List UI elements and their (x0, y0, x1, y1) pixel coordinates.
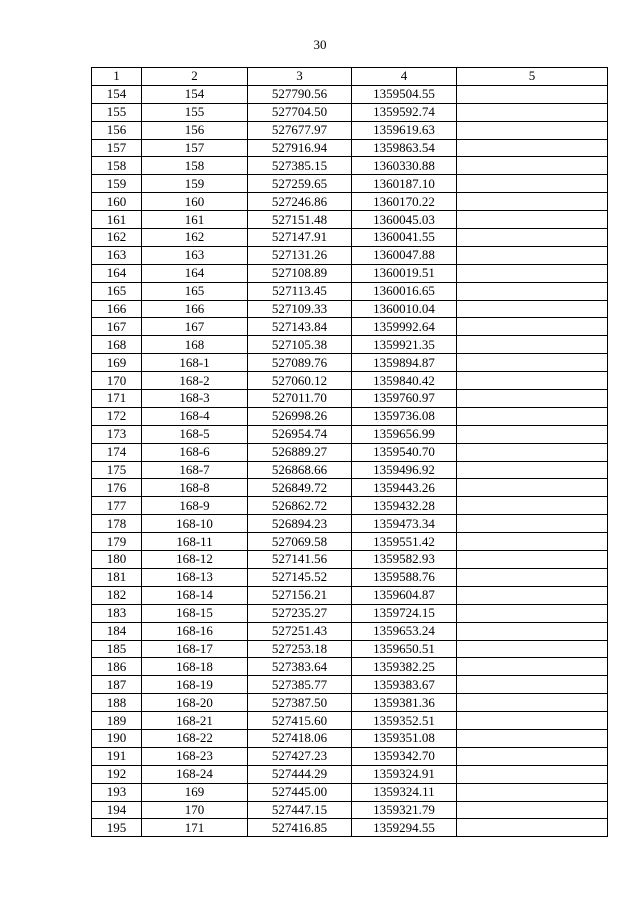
cell-point-number: 161 (92, 211, 142, 229)
cell-x-coordinate: 527011.70 (248, 390, 352, 408)
cell-point-number: 162 (92, 229, 142, 247)
cell-y-coordinate: 1360041.55 (352, 229, 457, 247)
table-row (92, 712, 608, 730)
table-row (92, 819, 608, 837)
cell-note (457, 747, 608, 765)
cell-note (457, 479, 608, 497)
cell-point-label: 168-16 (142, 622, 248, 640)
cell-note (457, 712, 608, 730)
cell-point-number: 165 (92, 282, 142, 300)
cell-x-coordinate: 527445.00 (248, 783, 352, 801)
cell-y-coordinate: 1359863.54 (352, 139, 457, 157)
cell-point-number: 182 (92, 586, 142, 604)
cell-x-coordinate: 527259.65 (248, 175, 352, 193)
cell-point-label: 168-22 (142, 729, 248, 747)
cell-x-coordinate: 527416.85 (248, 819, 352, 837)
table-row (92, 551, 608, 569)
cell-x-coordinate: 527151.48 (248, 211, 352, 229)
cell-point-number: 173 (92, 425, 142, 443)
cell-y-coordinate: 1359592.74 (352, 103, 457, 121)
cell-x-coordinate: 527385.77 (248, 676, 352, 694)
cell-x-coordinate: 527143.84 (248, 318, 352, 336)
cell-x-coordinate: 526998.26 (248, 407, 352, 425)
cell-point-label: 168-8 (142, 479, 248, 497)
cell-note (457, 139, 608, 157)
table-row (92, 604, 608, 622)
cell-note (457, 264, 608, 282)
cell-point-number: 158 (92, 157, 142, 175)
cell-y-coordinate: 1360170.22 (352, 193, 457, 211)
cell-y-coordinate: 1359324.11 (352, 783, 457, 801)
cell-point-label: 160 (142, 193, 248, 211)
cell-x-coordinate: 527145.52 (248, 568, 352, 586)
table-row (92, 479, 608, 497)
cell-note (457, 568, 608, 586)
cell-note (457, 622, 608, 640)
table-row (92, 354, 608, 372)
cell-note (457, 461, 608, 479)
table-row (92, 443, 608, 461)
table-row (92, 407, 608, 425)
cell-x-coordinate: 527427.23 (248, 747, 352, 765)
cell-point-number: 176 (92, 479, 142, 497)
cell-y-coordinate: 1360010.04 (352, 300, 457, 318)
table-row (92, 729, 608, 747)
cell-point-label: 168-12 (142, 551, 248, 569)
table-body (92, 68, 608, 837)
table-row (92, 765, 608, 783)
table-row (92, 282, 608, 300)
cell-point-number: 178 (92, 515, 142, 533)
cell-x-coordinate: 526889.27 (248, 443, 352, 461)
cell-x-coordinate: 527790.56 (248, 85, 352, 103)
cell-note (457, 783, 608, 801)
cell-point-label: 166 (142, 300, 248, 318)
cell-point-label: 155 (142, 103, 248, 121)
cell-note (457, 801, 608, 819)
cell-y-coordinate: 1359588.76 (352, 568, 457, 586)
cell-point-number: 157 (92, 139, 142, 157)
cell-point-label: 170 (142, 801, 248, 819)
cell-note (457, 85, 608, 103)
cell-point-number: 155 (92, 103, 142, 121)
cell-note (457, 300, 608, 318)
cell-point-number: 185 (92, 640, 142, 658)
cell-y-coordinate: 1360330.88 (352, 157, 457, 175)
cell-note (457, 157, 608, 175)
table-row (92, 372, 608, 390)
cell-x-coordinate: 527253.18 (248, 640, 352, 658)
cell-x-coordinate: 527109.33 (248, 300, 352, 318)
cell-x-coordinate: 527108.89 (248, 264, 352, 282)
table-row (92, 300, 608, 318)
cell-point-label: 154 (142, 85, 248, 103)
cell-y-coordinate: 1360016.65 (352, 282, 457, 300)
table-row (92, 461, 608, 479)
table-row (92, 336, 608, 354)
header-cell-3: 3 (248, 68, 352, 86)
table-row (92, 425, 608, 443)
cell-note (457, 282, 608, 300)
cell-point-number: 194 (92, 801, 142, 819)
cell-y-coordinate: 1359760.97 (352, 390, 457, 408)
cell-y-coordinate: 1359382.25 (352, 658, 457, 676)
cell-y-coordinate: 1359656.99 (352, 425, 457, 443)
cell-y-coordinate: 1359432.28 (352, 497, 457, 515)
cell-point-label: 168-5 (142, 425, 248, 443)
cell-point-number: 187 (92, 676, 142, 694)
cell-point-number: 189 (92, 712, 142, 730)
cell-y-coordinate: 1359321.79 (352, 801, 457, 819)
cell-x-coordinate: 527387.50 (248, 694, 352, 712)
cell-x-coordinate: 526954.74 (248, 425, 352, 443)
cell-point-number: 188 (92, 694, 142, 712)
cell-point-label: 159 (142, 175, 248, 193)
cell-y-coordinate: 1359650.51 (352, 640, 457, 658)
cell-x-coordinate: 527235.27 (248, 604, 352, 622)
cell-y-coordinate: 1359504.55 (352, 85, 457, 103)
cell-point-label: 168-6 (142, 443, 248, 461)
cell-x-coordinate: 527916.94 (248, 139, 352, 157)
table-row (92, 175, 608, 193)
cell-note (457, 640, 608, 658)
table-row (92, 193, 608, 211)
table-row (92, 85, 608, 103)
table-row (92, 497, 608, 515)
cell-note (457, 729, 608, 747)
cell-x-coordinate: 527089.76 (248, 354, 352, 372)
cell-note (457, 175, 608, 193)
table-row (92, 676, 608, 694)
cell-x-coordinate: 527415.60 (248, 712, 352, 730)
cell-point-number: 186 (92, 658, 142, 676)
cell-y-coordinate: 1359496.92 (352, 461, 457, 479)
cell-note (457, 676, 608, 694)
header-cell-5: 5 (457, 68, 608, 86)
coordinates-table (91, 67, 608, 837)
cell-point-label: 168-11 (142, 533, 248, 551)
cell-x-coordinate: 527147.91 (248, 229, 352, 247)
cell-x-coordinate: 527069.58 (248, 533, 352, 551)
cell-point-number: 167 (92, 318, 142, 336)
cell-x-coordinate: 527105.38 (248, 336, 352, 354)
cell-y-coordinate: 1359653.24 (352, 622, 457, 640)
cell-x-coordinate: 527447.15 (248, 801, 352, 819)
table-row (92, 139, 608, 157)
cell-x-coordinate: 526868.66 (248, 461, 352, 479)
cell-x-coordinate: 527246.86 (248, 193, 352, 211)
cell-note (457, 318, 608, 336)
cell-note (457, 229, 608, 247)
cell-x-coordinate: 527141.56 (248, 551, 352, 569)
cell-y-coordinate: 1359582.93 (352, 551, 457, 569)
table-row (92, 568, 608, 586)
cell-point-label: 168-21 (142, 712, 248, 730)
header-cell-1: 1 (92, 68, 142, 86)
cell-note (457, 604, 608, 622)
table-row (92, 783, 608, 801)
cell-x-coordinate: 527156.21 (248, 586, 352, 604)
cell-note (457, 658, 608, 676)
table-row (92, 747, 608, 765)
cell-note (457, 443, 608, 461)
cell-point-number: 193 (92, 783, 142, 801)
cell-point-label: 171 (142, 819, 248, 837)
cell-note (457, 336, 608, 354)
cell-y-coordinate: 1359894.87 (352, 354, 457, 372)
cell-x-coordinate: 527385.15 (248, 157, 352, 175)
cell-point-number: 195 (92, 819, 142, 837)
table-row (92, 318, 608, 336)
table-row (92, 622, 608, 640)
cell-point-number: 190 (92, 729, 142, 747)
cell-note (457, 765, 608, 783)
cell-point-number: 183 (92, 604, 142, 622)
cell-note (457, 819, 608, 837)
cell-point-label: 168-9 (142, 497, 248, 515)
cell-point-number: 175 (92, 461, 142, 479)
table-row (92, 533, 608, 551)
cell-x-coordinate: 526862.72 (248, 497, 352, 515)
cell-point-label: 165 (142, 282, 248, 300)
page-number: 30 (313, 37, 327, 52)
cell-note (457, 497, 608, 515)
table-row (92, 121, 608, 139)
cell-x-coordinate: 527677.97 (248, 121, 352, 139)
table-row (92, 229, 608, 247)
table-row (92, 103, 608, 121)
cell-point-label: 168-23 (142, 747, 248, 765)
cell-y-coordinate: 1359736.08 (352, 407, 457, 425)
table-row (92, 586, 608, 604)
cell-point-number: 163 (92, 246, 142, 264)
cell-point-label: 168-24 (142, 765, 248, 783)
cell-note (457, 515, 608, 533)
cell-y-coordinate: 1360187.10 (352, 175, 457, 193)
cell-x-coordinate: 527704.50 (248, 103, 352, 121)
cell-point-number: 170 (92, 372, 142, 390)
header-cell-2: 2 (142, 68, 248, 86)
cell-note (457, 390, 608, 408)
cell-y-coordinate: 1359294.55 (352, 819, 457, 837)
cell-point-number: 179 (92, 533, 142, 551)
cell-note (457, 694, 608, 712)
cell-point-label: 164 (142, 264, 248, 282)
cell-point-label: 168-15 (142, 604, 248, 622)
cell-y-coordinate: 1360045.03 (352, 211, 457, 229)
cell-x-coordinate: 526894.23 (248, 515, 352, 533)
cell-point-number: 159 (92, 175, 142, 193)
table-row (92, 211, 608, 229)
cell-point-label: 168-4 (142, 407, 248, 425)
cell-y-coordinate: 1359351.08 (352, 729, 457, 747)
cell-note (457, 551, 608, 569)
cell-point-label: 168-19 (142, 676, 248, 694)
cell-point-number: 181 (92, 568, 142, 586)
cell-point-number: 180 (92, 551, 142, 569)
cell-point-label: 168-18 (142, 658, 248, 676)
cell-x-coordinate: 527383.64 (248, 658, 352, 676)
cell-note (457, 425, 608, 443)
cell-y-coordinate: 1359383.67 (352, 676, 457, 694)
cell-y-coordinate: 1360047.88 (352, 246, 457, 264)
table-header-row (92, 68, 608, 86)
cell-x-coordinate: 527444.29 (248, 765, 352, 783)
cell-y-coordinate: 1359443.26 (352, 479, 457, 497)
table-row (92, 157, 608, 175)
cell-y-coordinate: 1360019.51 (352, 264, 457, 282)
cell-point-number: 164 (92, 264, 142, 282)
cell-y-coordinate: 1359551.42 (352, 533, 457, 551)
cell-point-label: 168-10 (142, 515, 248, 533)
cell-note (457, 586, 608, 604)
cell-point-label: 168-17 (142, 640, 248, 658)
cell-point-number: 168 (92, 336, 142, 354)
table-row (92, 515, 608, 533)
cell-point-label: 168-7 (142, 461, 248, 479)
cell-x-coordinate: 526849.72 (248, 479, 352, 497)
table-row (92, 694, 608, 712)
cell-point-label: 168-13 (142, 568, 248, 586)
cell-point-number: 171 (92, 390, 142, 408)
cell-y-coordinate: 1359342.70 (352, 747, 457, 765)
table-row (92, 640, 608, 658)
cell-note (457, 372, 608, 390)
cell-point-label: 162 (142, 229, 248, 247)
cell-x-coordinate: 527060.12 (248, 372, 352, 390)
cell-point-number: 169 (92, 354, 142, 372)
cell-y-coordinate: 1359540.70 (352, 443, 457, 461)
cell-point-label: 167 (142, 318, 248, 336)
cell-note (457, 533, 608, 551)
cell-point-label: 168-14 (142, 586, 248, 604)
cell-point-label: 168-20 (142, 694, 248, 712)
cell-y-coordinate: 1359992.64 (352, 318, 457, 336)
cell-point-label: 168 (142, 336, 248, 354)
header-cell-4: 4 (352, 68, 457, 86)
cell-point-label: 168-1 (142, 354, 248, 372)
table-row (92, 264, 608, 282)
cell-point-number: 154 (92, 85, 142, 103)
cell-point-label: 156 (142, 121, 248, 139)
cell-x-coordinate: 527113.45 (248, 282, 352, 300)
cell-point-label: 168-3 (142, 390, 248, 408)
cell-note (457, 354, 608, 372)
cell-point-label: 169 (142, 783, 248, 801)
cell-y-coordinate: 1359724.15 (352, 604, 457, 622)
cell-point-number: 172 (92, 407, 142, 425)
cell-point-label: 158 (142, 157, 248, 175)
cell-x-coordinate: 527418.06 (248, 729, 352, 747)
cell-point-number: 191 (92, 747, 142, 765)
cell-point-label: 163 (142, 246, 248, 264)
cell-y-coordinate: 1359473.34 (352, 515, 457, 533)
cell-point-number: 174 (92, 443, 142, 461)
table-row (92, 390, 608, 408)
cell-y-coordinate: 1359381.36 (352, 694, 457, 712)
cell-y-coordinate: 1359324.91 (352, 765, 457, 783)
cell-note (457, 193, 608, 211)
cell-x-coordinate: 527131.26 (248, 246, 352, 264)
cell-point-number: 192 (92, 765, 142, 783)
cell-point-label: 161 (142, 211, 248, 229)
cell-note (457, 103, 608, 121)
cell-note (457, 246, 608, 264)
cell-point-number: 177 (92, 497, 142, 515)
table-row (92, 658, 608, 676)
cell-y-coordinate: 1359619.63 (352, 121, 457, 139)
cell-point-label: 168-2 (142, 372, 248, 390)
table-row (92, 246, 608, 264)
cell-x-coordinate: 527251.43 (248, 622, 352, 640)
cell-y-coordinate: 1359604.87 (352, 586, 457, 604)
table-row (92, 801, 608, 819)
cell-y-coordinate: 1359840.42 (352, 372, 457, 390)
cell-note (457, 121, 608, 139)
cell-note (457, 407, 608, 425)
cell-note (457, 211, 608, 229)
cell-point-number: 160 (92, 193, 142, 211)
cell-point-number: 184 (92, 622, 142, 640)
cell-y-coordinate: 1359352.51 (352, 712, 457, 730)
cell-point-number: 166 (92, 300, 142, 318)
cell-point-number: 156 (92, 121, 142, 139)
cell-point-label: 157 (142, 139, 248, 157)
cell-y-coordinate: 1359921.35 (352, 336, 457, 354)
